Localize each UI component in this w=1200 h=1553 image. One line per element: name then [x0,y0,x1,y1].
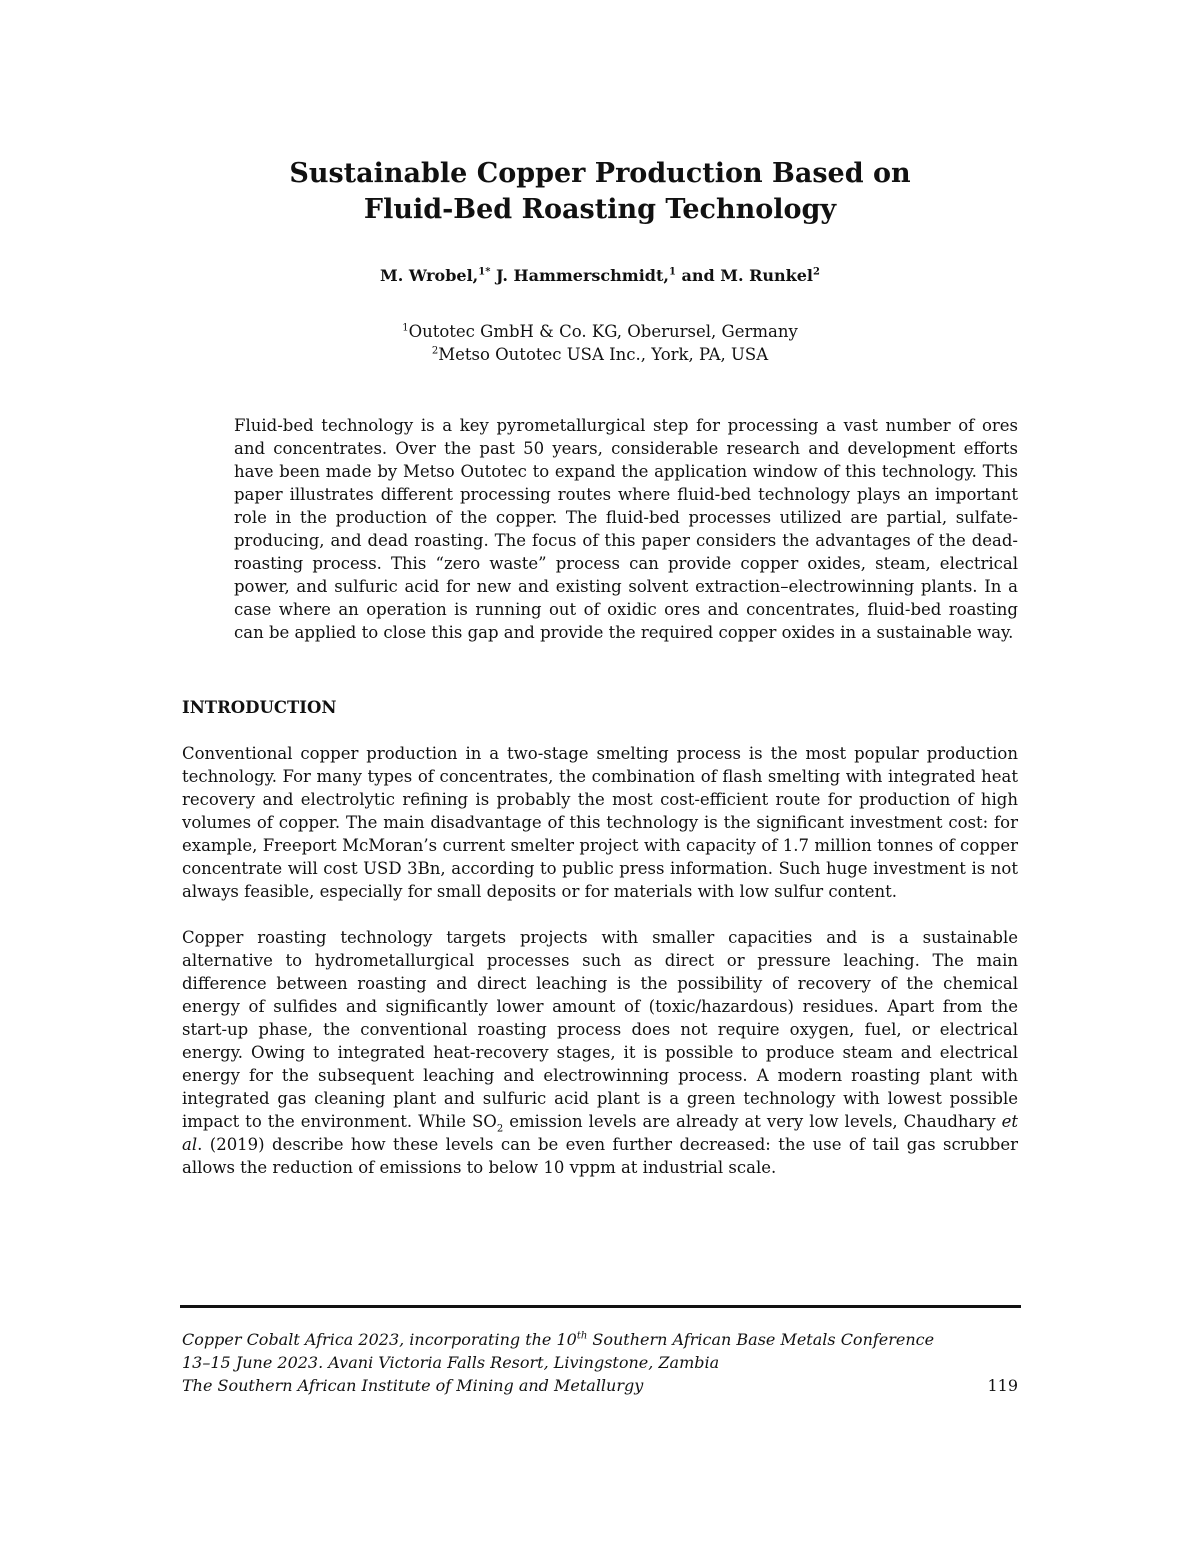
body-paragraph-2 [182,926,1018,1179]
title-line-1: Sustainable Copper Production Based on [289,158,911,189]
author-affiliation-mark: 2 [813,266,820,278]
section-heading: INTRODUCTION [182,698,337,717]
author-name: and M. Runkel [675,266,814,285]
footer-line-2: 13–15 June 2023. Avani Victoria Falls Resort, Livingstone, Zambia [182,1353,720,1372]
affiliation-1 [180,320,1020,343]
footer-text: Southern African Base Metals Conference [587,1330,935,1349]
body-paragraph-1: Conventional copper production in a two-stage smelting process is the most popular production technology. For many types of concentrates, the combination of flash smelting with integrated heat recovery and electrolytic refining is probably the most cost-efficient route for production of high volumes of copper. The main disadvantage of this technology is the significant investment cost: for example, Freeport McMoran’s current smelter project with capacity of 1.7 million tonnes of copper concentrate will cost USD 3Bn, according to public press information. Such huge investment is not always feasible, especially for small deposits or for materials with low sulfur content. [182,744,1018,901]
paper-title [180,156,1020,228]
footer-rule [180,1305,1021,1308]
page-number: 119 [987,1376,1018,1395]
footer-citation [182,1328,1020,1397]
author-affiliation-mark: 1* [478,266,491,278]
paragraph-text: . (2019) describe how these levels can be even further decreased: the use of tail gas scrubber allows the reduction of emissions to below 10 vppm at industrial scale. [182,1135,1018,1177]
affiliation-2 [180,343,1020,366]
footer-text: Copper Cobalt Africa 2023, incorporating the 10 [182,1330,577,1349]
affiliation-text: Metso Outotec USA Inc., York, PA, USA [438,345,769,364]
superscript: th [576,1330,588,1342]
author-list [180,265,1020,287]
citation-etal: et al [182,1112,1018,1154]
affiliation-text: Outotec GmbH & Co. KG, Oberursel, Germany [408,322,798,341]
author-name: J. Hammerschmidt, [490,266,669,285]
affiliation-mark: 2 [431,345,439,357]
footer-line-3: The Southern African Institute of Mining and Metallurgy [182,1376,644,1395]
title-line-2: Fluid-Bed Roasting Technology [363,194,837,225]
paragraph-text: Copper roasting technology targets projects with smaller capacities and is a sustainable alternative to hydrometallurgical processes such as direct or pressure leaching. The main difference between roasting and direct leaching is the possibility of recovery of the chemical energy of sulfides and significantly lower amount of (toxic/hazardous) residues. Apart from the start-up phase, the conventional roasting process does not require oxygen, fuel, or electrical energy. Owing to integrated heat-recovery stages, it is possible to produce steam and electrical energy for the subsequent leaching and electrowinning process. A modern roasting plant with integrated gas cleaning plant and sulfuric acid plant is a green technology with lowest possible impact to the environment. While SO [182,928,1018,1131]
footer-line-1 [182,1328,1020,1351]
affiliations [180,320,1020,366]
affiliation-mark: 1 [402,322,409,334]
author-affiliation-mark: 1 [668,266,676,278]
paragraph-text: emission levels are already at very low levels, Chaudhary [503,1112,1002,1131]
subscript: 2 [496,1123,504,1135]
author-name: M. Wrobel, [380,266,479,285]
abstract: Fluid-bed technology is a key pyrometallurgical step for processing a vast number of ores and concentrates. Over the past 50 years, considerable research and development efforts have been made by Metso Outotec to expand the application window of this technology. This paper illustrates different processing routes where fluid-bed technology plays an important role in the production of the copper. The fluid-bed processes utilized are partial, sulfate-producing, and dead roasting. The focus of this paper considers the advantages of the dead-roasting process. This “zero waste” process can provide copper oxides, steam, electrical power, and sulfuric acid for new and existing solvent extraction–electrowinning plants. In a case where an operation is running out of oxidic ores and concentrates, fluid-bed roasting can be applied to close this gap and provide the required copper oxides in a sustainable way. [234,416,1018,642]
